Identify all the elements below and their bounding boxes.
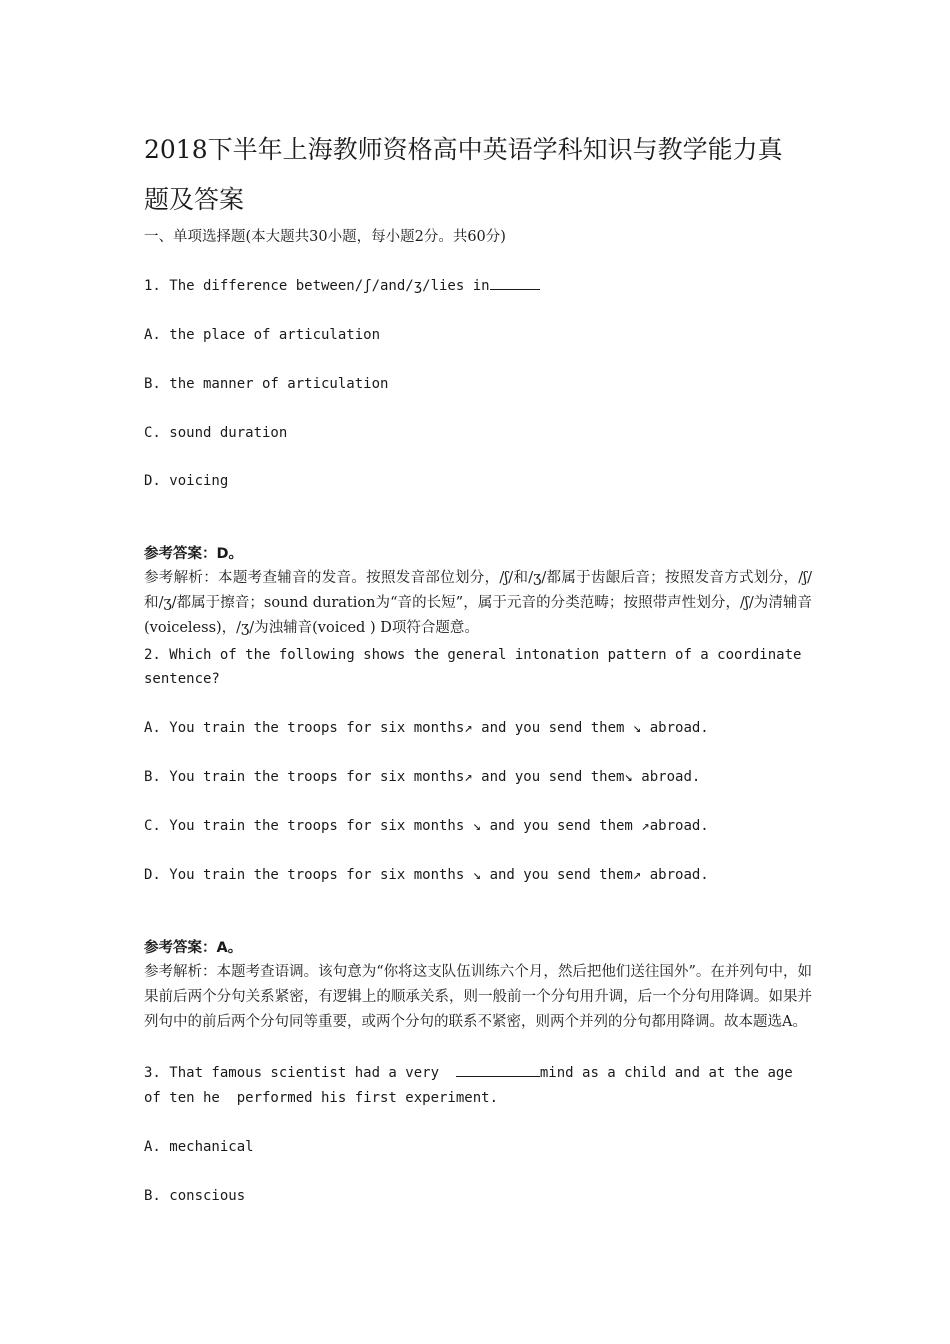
question-1-answer: 参考答案：D。 [144,546,244,562]
question-1-analysis: 参考解析：本题考查辅音的发音。按照发音部位划分，/ʃ/和/ʒ/都属于齿龈后音；按照发音方式划分，/ʃ/和/ʒ/都属于擦音；sound duration为“音的长短”，属于元音的分类范畴；按照带声性划分，/ʃ/为清辅音(voiceless)，/ʒ/为浊辅音(voiced ) D项符合题意。 [144,570,812,636]
question-2-option-a: A. You train the troops for six months↗ and you send them ↘ abroad. [144,720,709,736]
answer-blank [456,1063,540,1077]
question-3-stem-line-2: of ten he performed his first experiment. [144,1090,499,1106]
question-3-stem-text-a: 3. That famous scientist had a very [144,1065,456,1081]
document-title-line-2: 题及答案 [144,185,245,214]
question-2-option-b: B. You train the troops for six months↗ and you send them↘ abroad. [144,769,701,785]
question-1-stem-text: 1. The difference between/ʃ/and/ʒ/lies in [144,278,490,294]
question-2-stem-line-2: sentence? [144,671,220,687]
question-3-option-a: A. mechanical [144,1139,254,1155]
document-title-line-1: 2018下半年上海教师资格高中英语学科知识与教学能力真 [144,135,783,164]
question-1-option-b: B. the manner of articulation [144,376,389,392]
question-2-analysis: 参考解析：本题考查语调。该句意为“你将这支队伍训练六个月，然后把他们送往国外”。在并列句中，如果前后两个分句关系紧密，有逻辑上的顺承关系，则一般前一个分句用升调，后一个分句用降调。如果并列句中的前后两个分句同等重要，或两个分句的联系不紧密，则两个并列的分句都用降调。故本题选A。 [144,964,812,1030]
question-1-option-d: D. voicing [144,473,229,489]
section-heading: 一、单项选择题(本大题共30小题，每小题2分。共60分) [144,229,506,245]
answer-blank [490,276,540,290]
question-1-option-c: C. sound duration [144,425,288,441]
question-3-option-b: B. conscious [144,1188,246,1204]
question-1-option-a: A. the place of articulation [144,327,381,343]
question-2-stem-line-1: 2. Which of the following shows the general intonation pattern of a coordinate [144,647,802,663]
question-3-stem-line-1 [144,1061,824,1085]
question-2-option-d: D. You train the troops for six months ↘ and you send them↗ abroad. [144,867,709,883]
question-3-stem-text-b: mind as a child and at the age [539,1065,793,1081]
question-1-stem [144,274,824,298]
question-2-option-c: C. You train the troops for six months ↘ and you send them ↗abroad. [144,818,709,834]
question-2-answer: 参考答案：A。 [144,940,243,956]
